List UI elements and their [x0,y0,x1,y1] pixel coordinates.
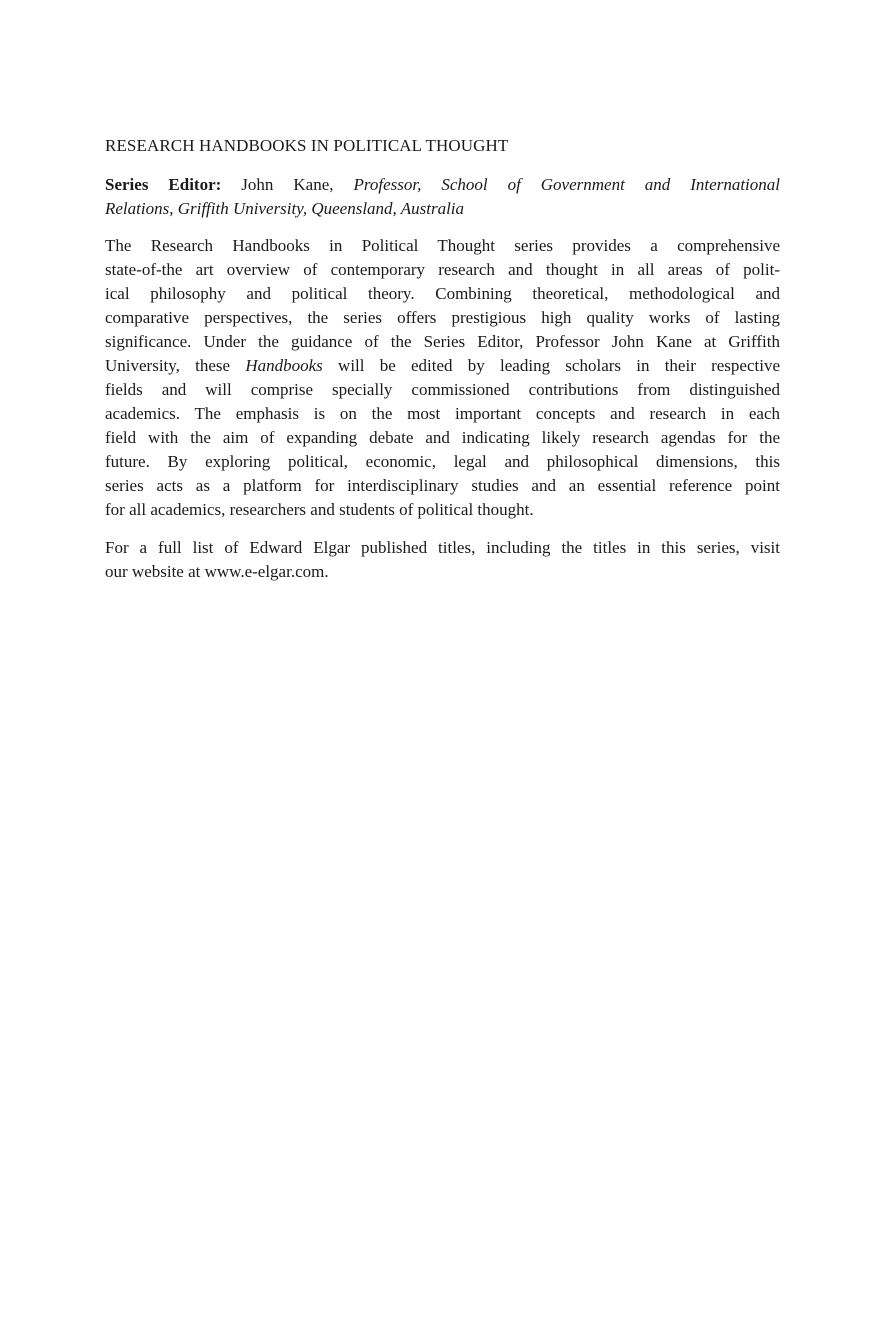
series-editor-block [105,173,780,221]
description-line: academics. The emphasis is on the most important concepts and research in each [105,404,780,423]
description-line: significance. Under the guidance of the Series Editor, Professor John Kane at Griffith [105,332,780,351]
description-text: University, these [105,356,231,375]
description-line: The Research Handbooks in Political Thought series provides a comprehensive [105,236,780,255]
series-description [105,234,780,522]
series-page [105,134,780,598]
description-line: field with the aim of expanding debate and indicating likely research agendas for the [105,428,780,447]
publisher-note [105,536,780,584]
description-line: state-of-the art overview of contemporary research and thought in all areas of polit- [105,260,780,279]
editor-affiliation-2: Relations, Griffith University, Queensland, Australia [105,199,465,218]
editor-name: John Kane, [241,175,334,194]
description-text: will be edited by leading scholars in their respective [338,356,781,375]
editor-line-2 [105,197,780,221]
series-title: RESEARCH HANDBOOKS IN POLITICAL THOUGHT [105,136,509,155]
editor-label: Series Editor: [105,175,222,194]
description-line: series acts as a platform for interdisciplinary studies and an essential reference point [105,476,780,495]
description-line: comparative perspectives, the series offers prestigious high quality works of lasting [105,308,780,327]
handbooks-italic: Handbooks [245,356,323,375]
editor-line-1 [105,173,780,197]
description-line: fields and will comprise specially commissioned contributions from distinguished [105,380,780,399]
publisher-note-line: our website at www.e-elgar.com. [105,562,329,581]
publisher-note-line: For a full list of Edward Elgar published titles, including the titles in this series, visit [105,538,780,557]
editor-affiliation-1: Professor, School of Government and International [353,175,780,194]
description-line [105,354,780,378]
description-line: ical philosophy and political theory. Combining theoretical, methodological and [105,284,780,303]
description-line: future. By exploring political, economic, legal and philosophical dimensions, this [105,452,780,471]
description-line: for all academics, researchers and students of political thought. [105,500,534,519]
